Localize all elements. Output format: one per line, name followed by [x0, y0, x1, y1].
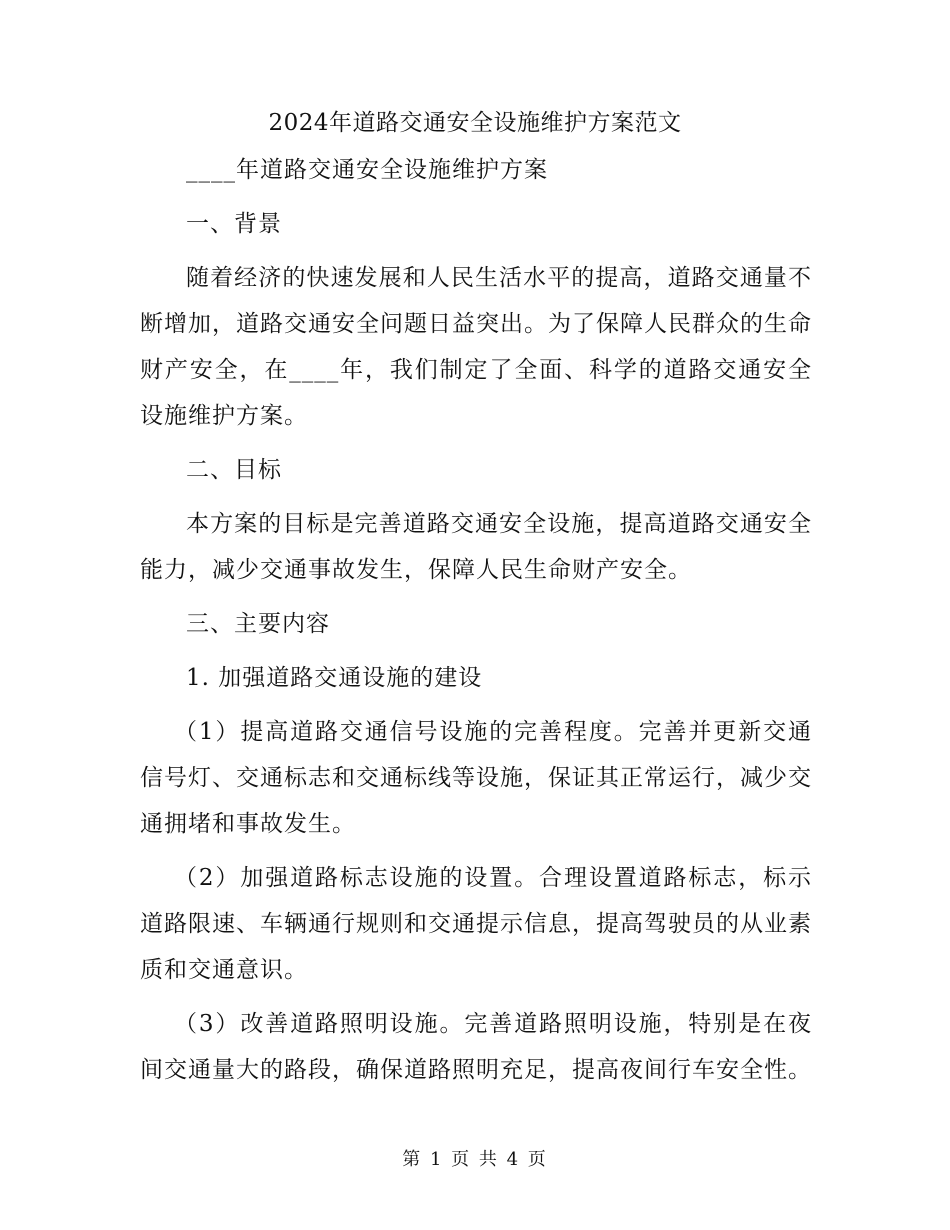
background-paragraph: 随着经济的快速发展和人民生活水平的提高，道路交通量不断增加，道路交通安全问题日益突出。为了保障人民群众的生命财产安全，在____年，我们制定了全面、科学的道路交通安全设施维护方案。 — [140, 265, 812, 429]
document-body — [140, 147, 812, 1101]
item-1-3-paragraph: （3）改善道路照明设施。完善道路照明设施，特别是在夜间交通量大的路段，确保道路照明充足，提高夜间行车安全性。 — [140, 1011, 812, 1083]
item-1-heading: 1. 加强道路交通设施的建设 — [186, 665, 483, 691]
heading-background: 一、背景 — [186, 211, 282, 237]
document-title: 2024年道路交通安全设施维护方案范文 — [268, 110, 682, 136]
heading-goals: 二、目标 — [186, 457, 282, 483]
item-1-2-paragraph: （2）加强道路标志设施的设置。合理设置道路标志，标示道路限速、车辆通行规则和交通提示信息，提高驾驶员的从业素质和交通意识。 — [140, 865, 812, 983]
page-footer: 第 1 页 共 4 页 — [402, 1149, 548, 1170]
item-1-1-paragraph: （1）提高道路交通信号设施的完善程度。完善并更新交通信号灯、交通标志和交通标线等设施，保证其正常运行，减少交通拥堵和事故发生。 — [140, 719, 812, 837]
heading-main-content: 三、主要内容 — [186, 611, 330, 637]
subtitle-paragraph: ____年道路交通安全设施维护方案 — [186, 157, 548, 183]
goals-paragraph: 本方案的目标是完善道路交通安全设施，提高道路交通安全能力，减少交通事故发生，保障人民生命财产安全。 — [140, 511, 812, 583]
